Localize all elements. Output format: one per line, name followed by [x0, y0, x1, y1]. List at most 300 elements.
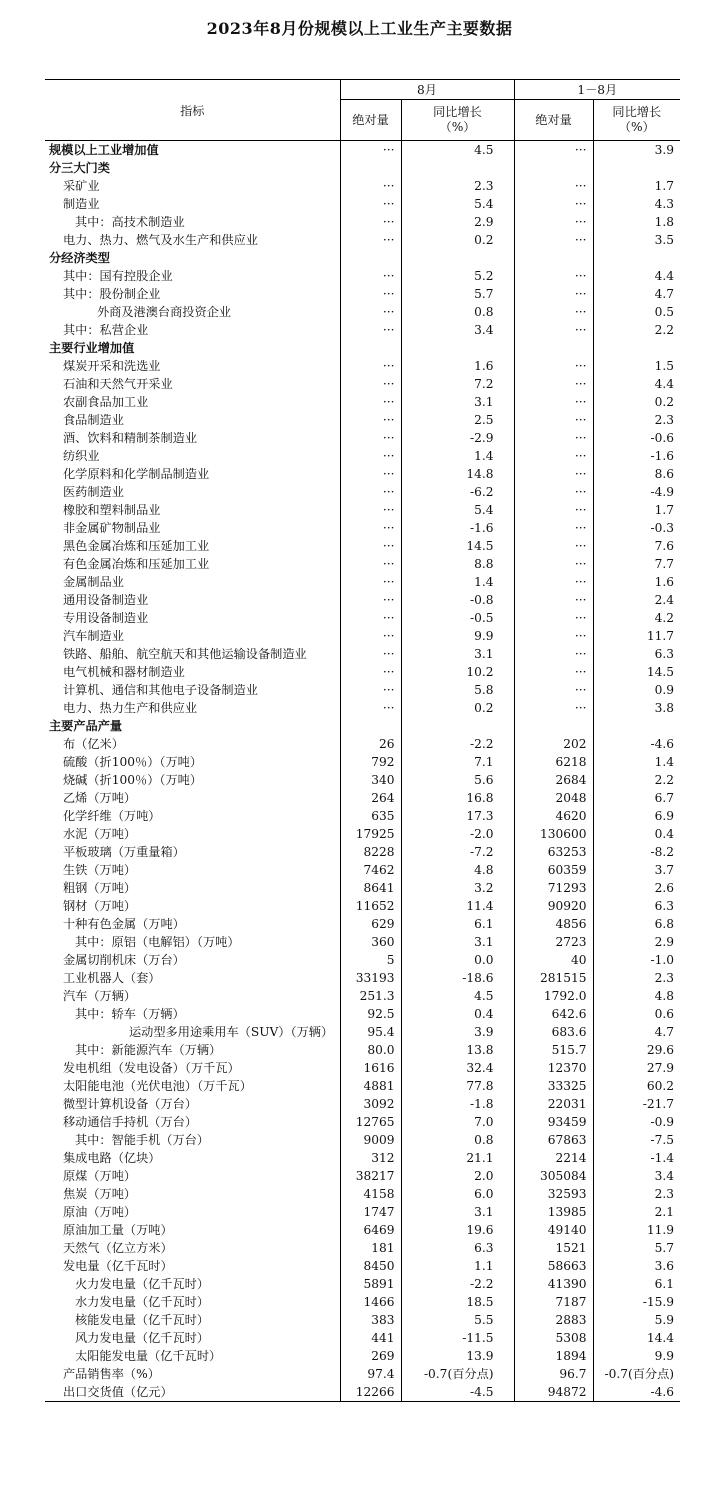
janaug-absolute-cell: ··· — [514, 699, 593, 717]
janaug-yoy-cell: 5.7 — [593, 1239, 680, 1257]
row-label: 其中：原铝（电解铝）（万吨） — [75, 935, 240, 949]
aug-absolute-cell: 360 — [340, 933, 401, 951]
janaug-yoy-cell: 6.3 — [593, 897, 680, 915]
janaug-yoy-cell: 3.9 — [593, 141, 680, 160]
row-label: 专用设备制造业 — [63, 611, 149, 625]
table-row — [45, 339, 680, 357]
aug-yoy-cell: 0.8 — [401, 303, 514, 321]
aug-absolute-cell: ··· — [340, 663, 401, 681]
table-row — [45, 879, 680, 897]
table-row — [45, 861, 680, 879]
janaug-yoy-cell: 2.3 — [593, 411, 680, 429]
row-label: 分三大门类 — [49, 161, 110, 175]
janaug-yoy-cell: 2.4 — [593, 591, 680, 609]
table-row — [45, 951, 680, 969]
aug-yoy-cell: 3.1 — [401, 393, 514, 411]
aug-yoy-cell: 9.9 — [401, 627, 514, 645]
aug-absolute-cell: 383 — [340, 1311, 401, 1329]
aug-yoy-cell: 3.2 — [401, 879, 514, 897]
row-label: 其中：轿车（万辆） — [75, 1007, 185, 1021]
table-row — [45, 393, 680, 411]
table-row — [45, 627, 680, 645]
table-row — [45, 735, 680, 753]
aug-yoy-cell: 21.1 — [401, 1149, 514, 1167]
janaug-yoy-cell: 0.6 — [593, 1005, 680, 1023]
janaug-yoy-cell: 3.4 — [593, 1167, 680, 1185]
row-label: 酒、饮料和精制茶制造业 — [63, 431, 198, 445]
aug-absolute-cell: 1466 — [340, 1293, 401, 1311]
row-label: 乙烯（万吨） — [63, 791, 137, 805]
table-row — [45, 717, 680, 735]
janaug-yoy-cell: 1.7 — [593, 501, 680, 519]
aug-yoy-cell: -11.5 — [401, 1329, 514, 1347]
row-label: 橡胶和塑料制品业 — [63, 503, 161, 517]
table-row — [45, 177, 680, 195]
aug-absolute-cell: ··· — [340, 447, 401, 465]
aug-yoy-cell: 6.3 — [401, 1239, 514, 1257]
janaug-yoy-cell: 0.5 — [593, 303, 680, 321]
janaug-yoy-cell: 1.8 — [593, 213, 680, 231]
janaug-yoy-cell: -0.6 — [593, 429, 680, 447]
table-row — [45, 447, 680, 465]
janaug-yoy-cell: 4.8 — [593, 987, 680, 1005]
aug-absolute-cell: ··· — [340, 411, 401, 429]
table-row — [45, 1203, 680, 1221]
janaug-absolute-cell: 58663 — [514, 1257, 593, 1275]
aug-yoy-cell: -7.2 — [401, 843, 514, 861]
aug-yoy-cell: 7.1 — [401, 753, 514, 771]
table-row — [45, 1005, 680, 1023]
janaug-yoy-cell: 6.9 — [593, 807, 680, 825]
aug-yoy-cell: 0.2 — [401, 699, 514, 717]
janaug-absolute-cell: ··· — [514, 177, 593, 195]
aug-yoy-cell: -0.8 — [401, 591, 514, 609]
janaug-yoy-cell: 0.4 — [593, 825, 680, 843]
janaug-yoy-cell: 2.2 — [593, 321, 680, 339]
table-row — [45, 645, 680, 663]
janaug-absolute-cell: 2214 — [514, 1149, 593, 1167]
janaug-yoy-cell: 2.1 — [593, 1203, 680, 1221]
row-label: 风力发电量（亿千瓦时） — [75, 1331, 210, 1345]
janaug-absolute-cell: ··· — [514, 645, 593, 663]
janaug-yoy-cell: 4.2 — [593, 609, 680, 627]
aug-absolute-cell — [340, 717, 401, 735]
row-label: 电力、热力生产和供应业 — [63, 701, 198, 715]
janaug-yoy-cell: 6.1 — [593, 1275, 680, 1293]
row-label: 化学纤维（万吨） — [63, 809, 161, 823]
janaug-absolute-cell: 683.6 — [514, 1023, 593, 1041]
janaug-absolute-cell: ··· — [514, 357, 593, 375]
janaug-absolute-cell: 130600 — [514, 825, 593, 843]
header-indicator: 指标 — [45, 80, 340, 141]
janaug-yoy-cell: 6.3 — [593, 645, 680, 663]
janaug-yoy-cell: 7.6 — [593, 537, 680, 555]
aug-yoy-cell: 2.3 — [401, 177, 514, 195]
janaug-yoy-cell: 1.6 — [593, 573, 680, 591]
aug-yoy-cell: 4.5 — [401, 141, 514, 160]
aug-absolute-cell: ··· — [340, 357, 401, 375]
row-label: 汽车制造业 — [63, 629, 124, 643]
row-label: 金属制品业 — [63, 575, 124, 589]
aug-yoy-cell: 0.8 — [401, 1131, 514, 1149]
janaug-yoy-cell — [593, 339, 680, 357]
table-row — [45, 933, 680, 951]
janaug-yoy-cell: 3.7 — [593, 861, 680, 879]
janaug-absolute-cell: ··· — [514, 573, 593, 591]
janaug-yoy-cell: 2.9 — [593, 933, 680, 951]
table-row — [45, 213, 680, 231]
aug-yoy-cell: 17.3 — [401, 807, 514, 825]
aug-absolute-cell: ··· — [340, 573, 401, 591]
aug-absolute-cell: 5 — [340, 951, 401, 969]
janaug-absolute-cell: 202 — [514, 735, 593, 753]
janaug-absolute-cell: ··· — [514, 141, 593, 160]
aug-absolute-cell: 12266 — [340, 1383, 401, 1402]
janaug-yoy-cell: 11.9 — [593, 1221, 680, 1239]
janaug-yoy-cell: 4.7 — [593, 1023, 680, 1041]
janaug-absolute-cell: ··· — [514, 303, 593, 321]
table-row — [45, 195, 680, 213]
janaug-absolute-cell: ··· — [514, 231, 593, 249]
janaug-absolute-cell — [514, 249, 593, 267]
aug-absolute-cell: 1616 — [340, 1059, 401, 1077]
aug-yoy-cell: 3.1 — [401, 645, 514, 663]
aug-absolute-cell: ··· — [340, 699, 401, 717]
table-row — [45, 663, 680, 681]
table-row — [45, 807, 680, 825]
aug-yoy-cell: 32.4 — [401, 1059, 514, 1077]
janaug-yoy-cell: 29.6 — [593, 1041, 680, 1059]
aug-absolute-cell — [340, 339, 401, 357]
aug-yoy-cell: 0.4 — [401, 1005, 514, 1023]
aug-yoy-cell: 4.5 — [401, 987, 514, 1005]
aug-absolute-cell: ··· — [340, 195, 401, 213]
janaug-yoy-cell: 2.2 — [593, 771, 680, 789]
janaug-absolute-cell: ··· — [514, 591, 593, 609]
janaug-yoy-cell: -21.7 — [593, 1095, 680, 1113]
aug-absolute-cell: ··· — [340, 537, 401, 555]
aug-absolute-cell: 251.3 — [340, 987, 401, 1005]
janaug-absolute-cell: 4620 — [514, 807, 593, 825]
aug-absolute-cell: 26 — [340, 735, 401, 753]
row-label: 分经济类型 — [49, 251, 110, 265]
janaug-absolute-cell: 2723 — [514, 933, 593, 951]
janaug-yoy-cell: -1.0 — [593, 951, 680, 969]
aug-absolute-cell: 441 — [340, 1329, 401, 1347]
aug-yoy-cell: 0.2 — [401, 231, 514, 249]
janaug-yoy-cell: 4.4 — [593, 267, 680, 285]
aug-yoy-cell: -1.6 — [401, 519, 514, 537]
header-janaug-absolute: 绝对量 — [514, 100, 593, 141]
janaug-absolute-cell: 90920 — [514, 897, 593, 915]
janaug-absolute-cell: ··· — [514, 429, 593, 447]
aug-yoy-cell: -1.8 — [401, 1095, 514, 1113]
janaug-yoy-cell: 1.5 — [593, 357, 680, 375]
row-label: 发电机组（发电设备）（万千瓦） — [63, 1061, 240, 1075]
row-label: 主要产品产量 — [49, 719, 123, 733]
janaug-absolute-cell: 40 — [514, 951, 593, 969]
aug-yoy-cell: -2.2 — [401, 735, 514, 753]
aug-absolute-cell: 33193 — [340, 969, 401, 987]
aug-yoy-cell: 14.8 — [401, 465, 514, 483]
row-label: 采矿业 — [63, 179, 100, 193]
janaug-absolute-cell: 7187 — [514, 1293, 593, 1311]
row-label: 水泥（万吨） — [63, 827, 137, 841]
row-label: 生铁（万吨） — [63, 863, 137, 877]
table-row — [45, 1041, 680, 1059]
aug-yoy-cell: -6.2 — [401, 483, 514, 501]
row-label: 制造业 — [63, 197, 100, 211]
janaug-yoy-cell: 5.9 — [593, 1311, 680, 1329]
row-label: 焦炭（万吨） — [63, 1187, 137, 1201]
janaug-yoy-cell: 6.7 — [593, 789, 680, 807]
aug-absolute-cell: ··· — [340, 465, 401, 483]
aug-absolute-cell: ··· — [340, 627, 401, 645]
janaug-absolute-cell: 2048 — [514, 789, 593, 807]
aug-yoy-cell: 5.4 — [401, 501, 514, 519]
row-label: 其中：股份制企业 — [63, 287, 161, 301]
aug-absolute-cell: 269 — [340, 1347, 401, 1365]
aug-yoy-cell: 1.1 — [401, 1257, 514, 1275]
aug-yoy-cell: 3.4 — [401, 321, 514, 339]
row-label: 煤炭开采和洗选业 — [63, 359, 161, 373]
table-row — [45, 465, 680, 483]
janaug-absolute-cell: ··· — [514, 663, 593, 681]
row-label: 其中：新能源汽车（万辆） — [75, 1043, 222, 1057]
table-row — [45, 825, 680, 843]
janaug-absolute-cell: 1792.0 — [514, 987, 593, 1005]
table-row — [45, 1023, 680, 1041]
table-row — [45, 591, 680, 609]
janaug-yoy-cell: 2.6 — [593, 879, 680, 897]
table-row — [45, 1239, 680, 1257]
aug-yoy-cell: 5.7 — [401, 285, 514, 303]
aug-yoy-cell: 1.4 — [401, 447, 514, 465]
janaug-yoy-cell: 9.9 — [593, 1347, 680, 1365]
janaug-absolute-cell — [514, 339, 593, 357]
aug-absolute-cell: 95.4 — [340, 1023, 401, 1041]
aug-yoy-cell: 2.9 — [401, 213, 514, 231]
row-label: 外商及港澳台商投资企业 — [97, 305, 232, 319]
aug-absolute-cell: ··· — [340, 375, 401, 393]
row-label: 工业机器人（套） — [63, 971, 161, 985]
aug-absolute-cell: 1747 — [340, 1203, 401, 1221]
table-body — [45, 141, 680, 1402]
table-row — [45, 681, 680, 699]
janaug-absolute-cell: 41390 — [514, 1275, 593, 1293]
row-label: 出口交货值（亿元） — [45, 1383, 340, 1402]
janaug-yoy-cell: -7.5 — [593, 1131, 680, 1149]
aug-yoy-cell: 10.2 — [401, 663, 514, 681]
row-label: 运动型多用途乘用车（SUV）（万辆） — [129, 1025, 334, 1039]
table-row — [45, 357, 680, 375]
table-row — [45, 1293, 680, 1311]
header-janaug-yoy: 同比增长 （%） — [593, 100, 680, 141]
row-label: 电力、热力、燃气及水生产和供应业 — [63, 233, 258, 247]
janaug-absolute-cell: ··· — [514, 267, 593, 285]
aug-absolute-cell: 629 — [340, 915, 401, 933]
aug-yoy-cell: 77.8 — [401, 1077, 514, 1095]
aug-yoy-cell: 7.0 — [401, 1113, 514, 1131]
janaug-absolute-cell: 4856 — [514, 915, 593, 933]
aug-yoy-cell: 11.4 — [401, 897, 514, 915]
janaug-absolute-cell: 93459 — [514, 1113, 593, 1131]
aug-yoy-cell: 7.2 — [401, 375, 514, 393]
janaug-absolute-cell: 5308 — [514, 1329, 593, 1347]
aug-yoy-cell: 18.5 — [401, 1293, 514, 1311]
row-label: 规模以上工业增加值 — [49, 143, 159, 157]
table-row — [45, 915, 680, 933]
table-row — [45, 969, 680, 987]
row-label: 其中：国有控股企业 — [63, 269, 173, 283]
header-jan-aug: 1－8月 — [514, 80, 680, 100]
janaug-absolute-cell: ··· — [514, 537, 593, 555]
row-label: 核能发电量（亿千瓦时） — [75, 1313, 210, 1327]
aug-yoy-cell — [401, 159, 514, 177]
janaug-yoy-cell — [593, 159, 680, 177]
janaug-absolute-cell: 71293 — [514, 879, 593, 897]
aug-absolute-cell: 792 — [340, 753, 401, 771]
row-label: 金属切削机床（万台） — [63, 953, 185, 967]
janaug-yoy-cell: 1.7 — [593, 177, 680, 195]
janaug-absolute-cell: 33325 — [514, 1077, 593, 1095]
aug-absolute-cell: 7462 — [340, 861, 401, 879]
janaug-absolute-cell: ··· — [514, 555, 593, 573]
table-row — [45, 1059, 680, 1077]
row-label: 原煤（万吨） — [63, 1169, 137, 1183]
aug-yoy-cell: -2.2 — [401, 1275, 514, 1293]
janaug-absolute-cell: ··· — [514, 321, 593, 339]
aug-yoy-cell: 1.6 — [401, 357, 514, 375]
aug-absolute-cell: ··· — [340, 429, 401, 447]
aug-absolute-cell: 97.4 — [340, 1365, 401, 1383]
janaug-absolute-cell — [514, 717, 593, 735]
row-label: 太阳能发电量（亿千瓦时） — [75, 1349, 222, 1363]
aug-absolute-cell: 8450 — [340, 1257, 401, 1275]
row-label: 电气机械和器材制造业 — [63, 665, 185, 679]
aug-yoy-cell: 19.6 — [401, 1221, 514, 1239]
header-aug-yoy: 同比增长 （%） — [401, 100, 514, 141]
aug-yoy-cell — [401, 249, 514, 267]
janaug-yoy-cell: 2.3 — [593, 1185, 680, 1203]
janaug-yoy-cell: -4.6 — [593, 735, 680, 753]
aug-absolute-cell: 38217 — [340, 1167, 401, 1185]
row-label: 农副食品加工业 — [63, 395, 149, 409]
aug-absolute-cell: 8641 — [340, 879, 401, 897]
row-label: 微型计算机设备（万台） — [63, 1097, 198, 1111]
table-row — [45, 159, 680, 177]
aug-yoy-cell: 3.9 — [401, 1023, 514, 1041]
aug-absolute-cell: ··· — [340, 141, 401, 160]
aug-absolute-cell: 264 — [340, 789, 401, 807]
row-label: 其中：高技术制造业 — [75, 215, 185, 229]
aug-absolute-cell: 12765 — [340, 1113, 401, 1131]
table-row — [45, 1185, 680, 1203]
janaug-absolute-cell: ··· — [514, 627, 593, 645]
aug-yoy-cell: 5.8 — [401, 681, 514, 699]
janaug-absolute-cell: 96.7 — [514, 1365, 593, 1383]
janaug-yoy-cell: -0.3 — [593, 519, 680, 537]
table-row — [45, 897, 680, 915]
row-label: 发电量（亿千瓦时） — [63, 1259, 173, 1273]
aug-absolute-cell: 5891 — [340, 1275, 401, 1293]
aug-yoy-cell: 5.2 — [401, 267, 514, 285]
janaug-yoy-cell: 60.2 — [593, 1077, 680, 1095]
aug-yoy-cell — [401, 339, 514, 357]
janaug-yoy-cell: -15.9 — [593, 1293, 680, 1311]
janaug-absolute-cell: ··· — [514, 375, 593, 393]
table-row — [45, 753, 680, 771]
janaug-yoy-cell: 4.4 — [593, 375, 680, 393]
row-label: 铁路、船舶、航空航天和其他运输设备制造业 — [63, 647, 307, 661]
aug-yoy-cell: -0.7(百分点) — [401, 1365, 514, 1383]
row-label: 纺织业 — [63, 449, 100, 463]
janaug-absolute-cell: 2883 — [514, 1311, 593, 1329]
table-row — [45, 1275, 680, 1293]
janaug-absolute-cell: 49140 — [514, 1221, 593, 1239]
janaug-yoy-cell: 27.9 — [593, 1059, 680, 1077]
row-label: 计算机、通信和其他电子设备制造业 — [63, 683, 258, 697]
table-row — [45, 267, 680, 285]
row-label: 水力发电量（亿千瓦时） — [75, 1295, 210, 1309]
table-row — [45, 141, 680, 160]
janaug-absolute-cell: 6218 — [514, 753, 593, 771]
row-label: 太阳能电池（光伏电池）（万千瓦） — [63, 1079, 252, 1093]
aug-yoy-cell: 5.4 — [401, 195, 514, 213]
row-label: 天然气（亿立方米） — [63, 1241, 173, 1255]
row-label: 原油（万吨） — [63, 1205, 137, 1219]
aug-absolute-cell: ··· — [340, 213, 401, 231]
table-row — [45, 843, 680, 861]
janaug-yoy-cell: 7.7 — [593, 555, 680, 573]
janaug-absolute-cell: 12370 — [514, 1059, 593, 1077]
table-row — [45, 303, 680, 321]
aug-absolute-cell: 80.0 — [340, 1041, 401, 1059]
janaug-absolute-cell: 642.6 — [514, 1005, 593, 1023]
row-label: 原油加工量（万吨） — [63, 1223, 173, 1237]
table-row — [45, 573, 680, 591]
janaug-absolute-cell — [514, 159, 593, 177]
page-title: 2023年8月份规模以上工业生产主要数据 — [206, 19, 513, 38]
janaug-absolute-cell: 1521 — [514, 1239, 593, 1257]
aug-yoy-cell: -4.5 — [401, 1383, 514, 1402]
janaug-absolute-cell: 32593 — [514, 1185, 593, 1203]
janaug-yoy-cell: 6.8 — [593, 915, 680, 933]
table-row — [45, 1383, 680, 1402]
janaug-yoy-cell: 4.3 — [593, 195, 680, 213]
aug-absolute-cell: 4881 — [340, 1077, 401, 1095]
row-label: 食品制造业 — [63, 413, 124, 427]
aug-yoy-cell — [401, 717, 514, 735]
janaug-yoy-cell: 8.6 — [593, 465, 680, 483]
aug-absolute-cell: 3092 — [340, 1095, 401, 1113]
row-label: 主要行业增加值 — [49, 341, 135, 355]
janaug-yoy-cell: 11.7 — [593, 627, 680, 645]
aug-absolute-cell: 9009 — [340, 1131, 401, 1149]
janaug-absolute-cell: ··· — [514, 393, 593, 411]
aug-yoy-cell: 3.1 — [401, 1203, 514, 1221]
table-row — [45, 285, 680, 303]
table-row — [45, 1365, 680, 1383]
table-row — [45, 411, 680, 429]
table-row — [45, 1149, 680, 1167]
row-label: 非金属矿物制品业 — [63, 521, 161, 535]
aug-absolute-cell: ··· — [340, 555, 401, 573]
aug-yoy-cell: 5.6 — [401, 771, 514, 789]
row-label: 医药制造业 — [63, 485, 124, 499]
header-aug-absolute: 绝对量 — [340, 100, 401, 141]
aug-absolute-cell: ··· — [340, 681, 401, 699]
